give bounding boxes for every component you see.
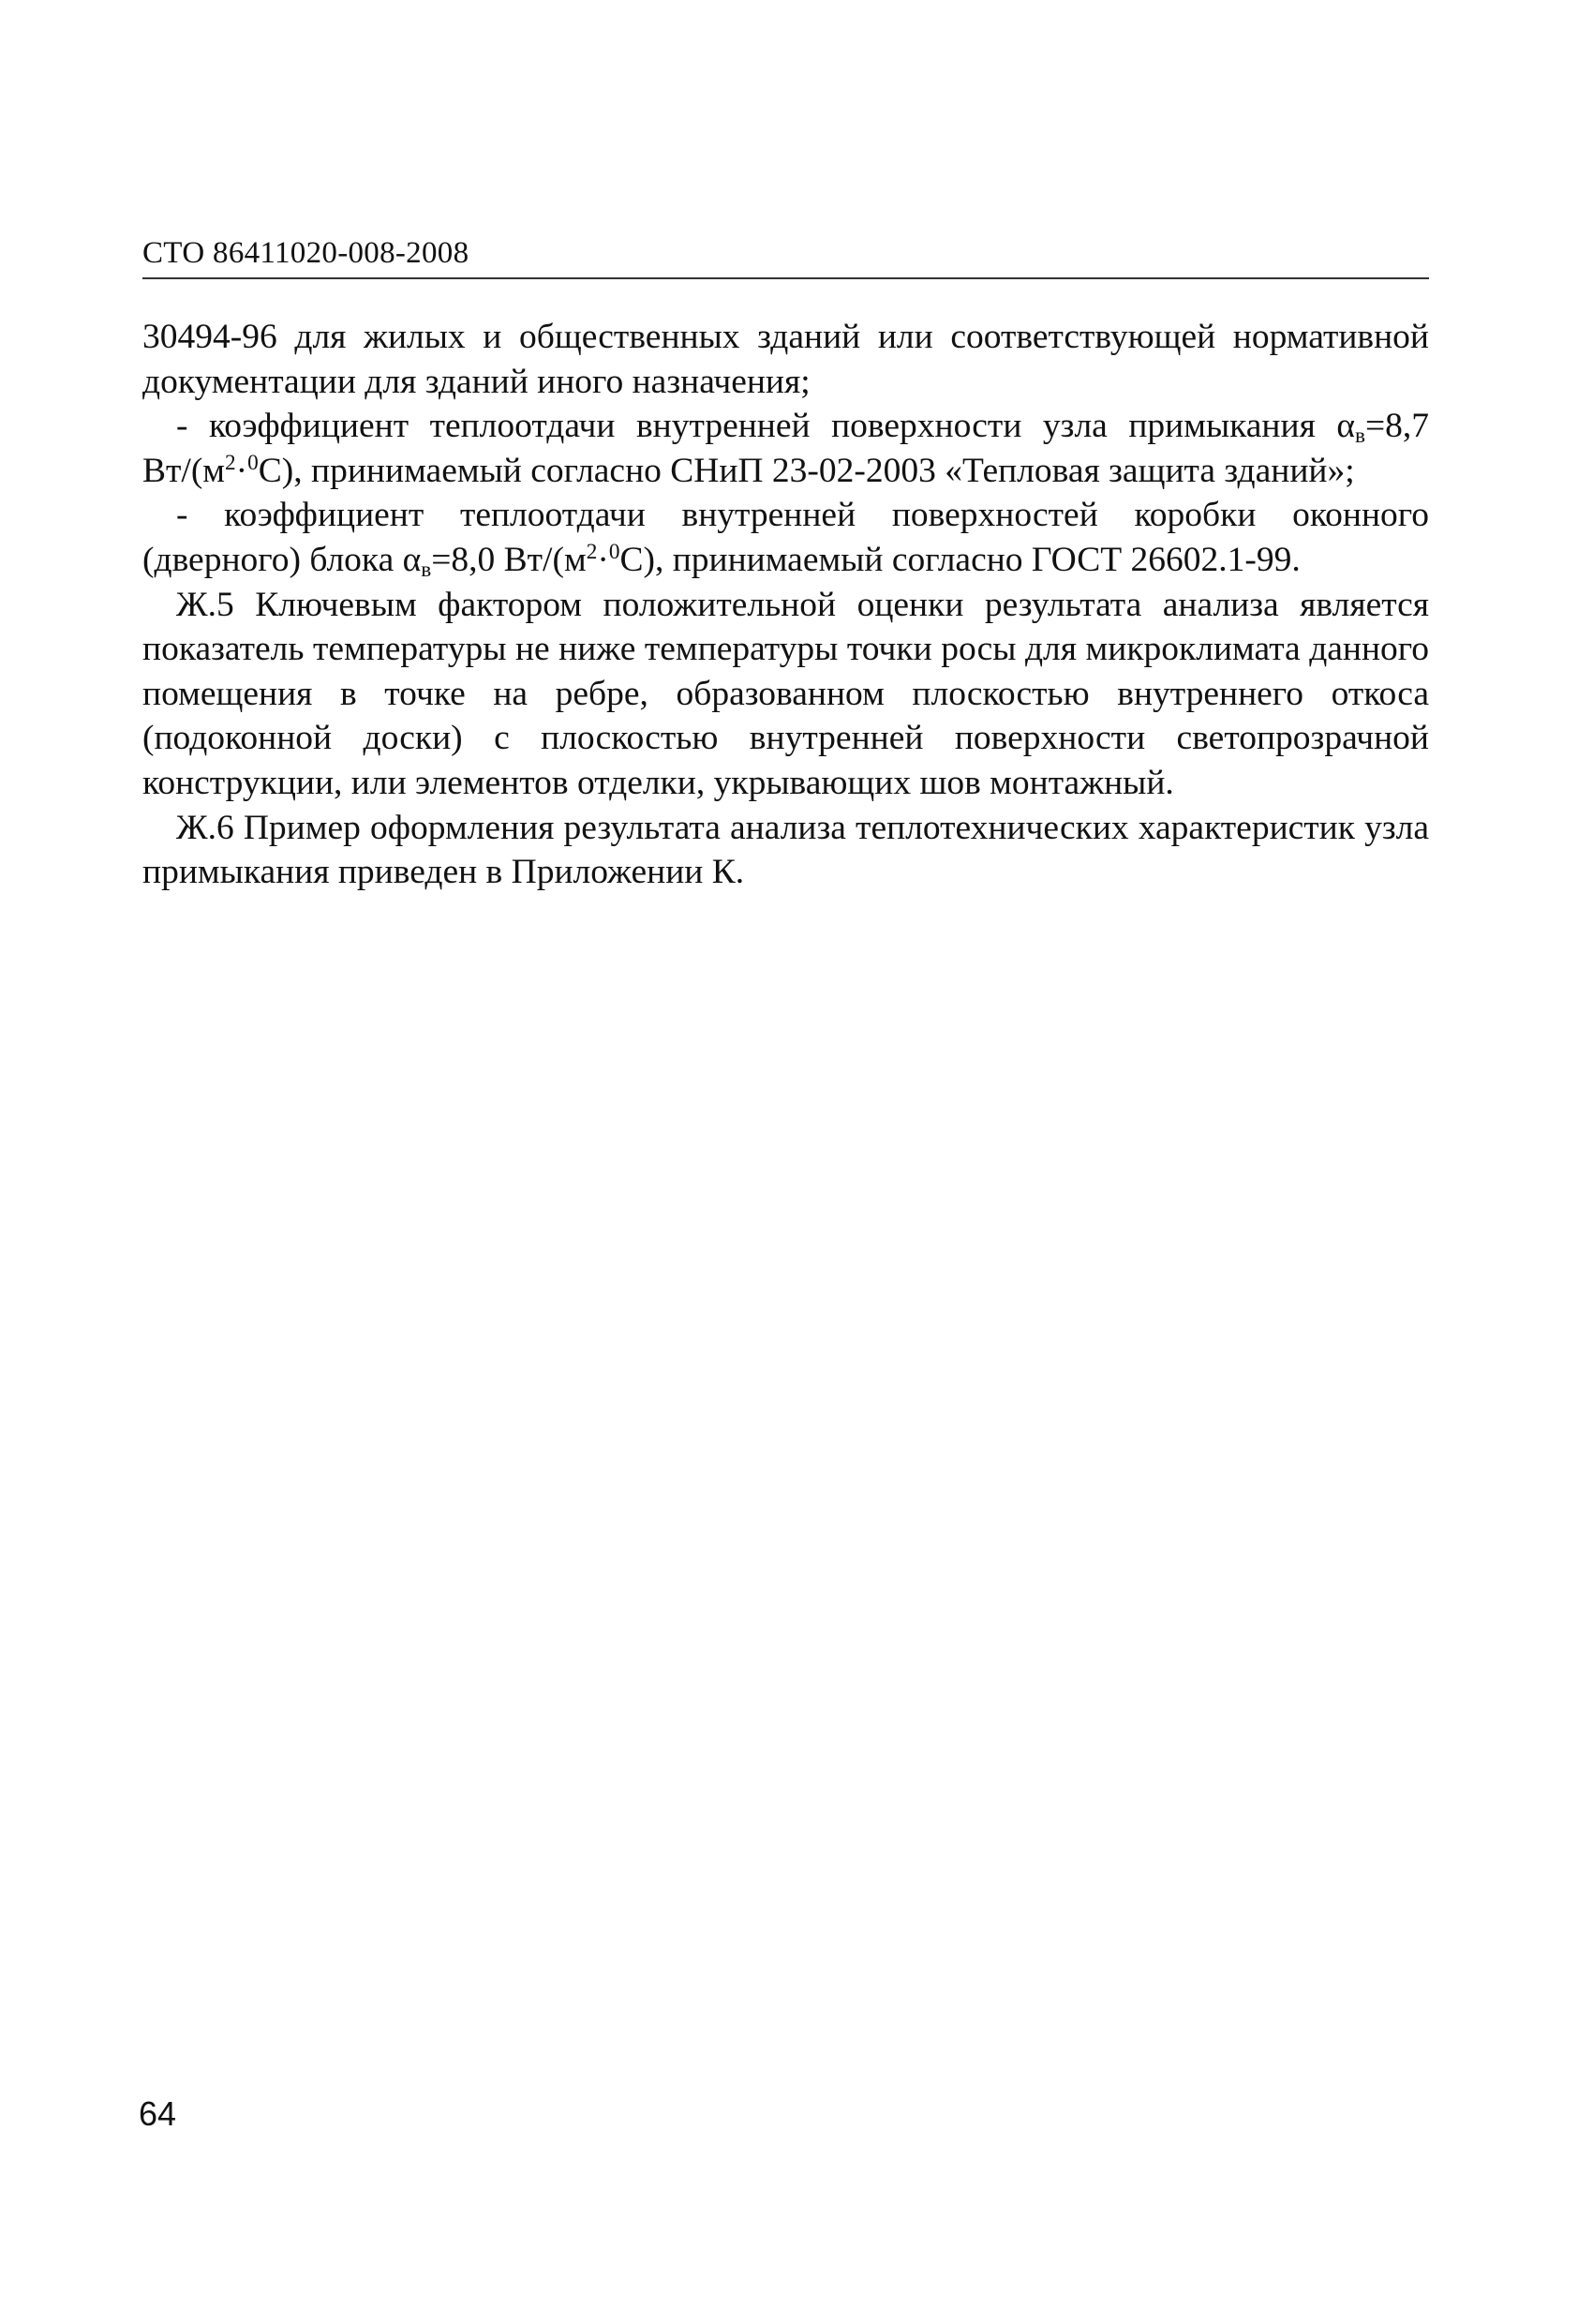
text-fragment: =8,7 Вт/(м xyxy=(142,407,1429,490)
subscript-v: в xyxy=(1354,424,1365,448)
paragraph-standard-reference: 30494-96 для жилых и общественных зданий или соответствующей нормативной документации для зданий иного назначения; xyxy=(142,318,1429,401)
text-fragment: - коэффициент теплоотдачи внутренней поверхностей коробки оконного (дверного) блока α xyxy=(142,496,1429,579)
text-fragment: · xyxy=(597,540,609,579)
paragraph-zh5: Ж.5 Ключевым фактором положительной оценки результата анализа является показатель температуры не ниже температуры точки росы для микроклимата данного помещения в точке на ребре, образованном плоскостью внутреннего откоса (подоконной доски) с плоскостью внутренней поверхности светопрозрачной конструкции, или элементов отделки, укрывающих шов монтажный. xyxy=(142,585,1429,802)
paragraph-frame-coefficient xyxy=(142,493,1429,582)
superscript-2: 2 xyxy=(225,451,236,475)
text-fragment: С), принимаемый согласно ГОСТ 26602.1-99. xyxy=(619,540,1301,579)
text-fragment: · xyxy=(235,451,248,490)
header-divider xyxy=(142,277,1429,279)
text-fragment: =8,0 Вт/(м xyxy=(431,540,587,579)
superscript-0: 0 xyxy=(247,451,259,475)
paragraph-surface-coefficient xyxy=(142,404,1429,493)
page-number: 64 xyxy=(139,2094,177,2133)
document-code-header: СТО 86411020-008-2008 xyxy=(142,236,469,270)
text-fragment: С), принимаемый согласно СНиП 23-02-2003 «Тепловая защита зданий»; xyxy=(258,451,1355,490)
page-body xyxy=(142,315,1429,895)
superscript-0: 0 xyxy=(608,540,620,565)
paragraph-zh6: Ж.6 Пример оформления результата анализа теплотехнических характеристик узла примыкания приведен в Приложении К. xyxy=(142,808,1429,892)
text-fragment: - коэффициент теплоотдачи внутренней поверхности узла примыкания α xyxy=(176,407,1355,446)
subscript-v: в xyxy=(421,557,432,582)
superscript-2: 2 xyxy=(586,540,598,565)
